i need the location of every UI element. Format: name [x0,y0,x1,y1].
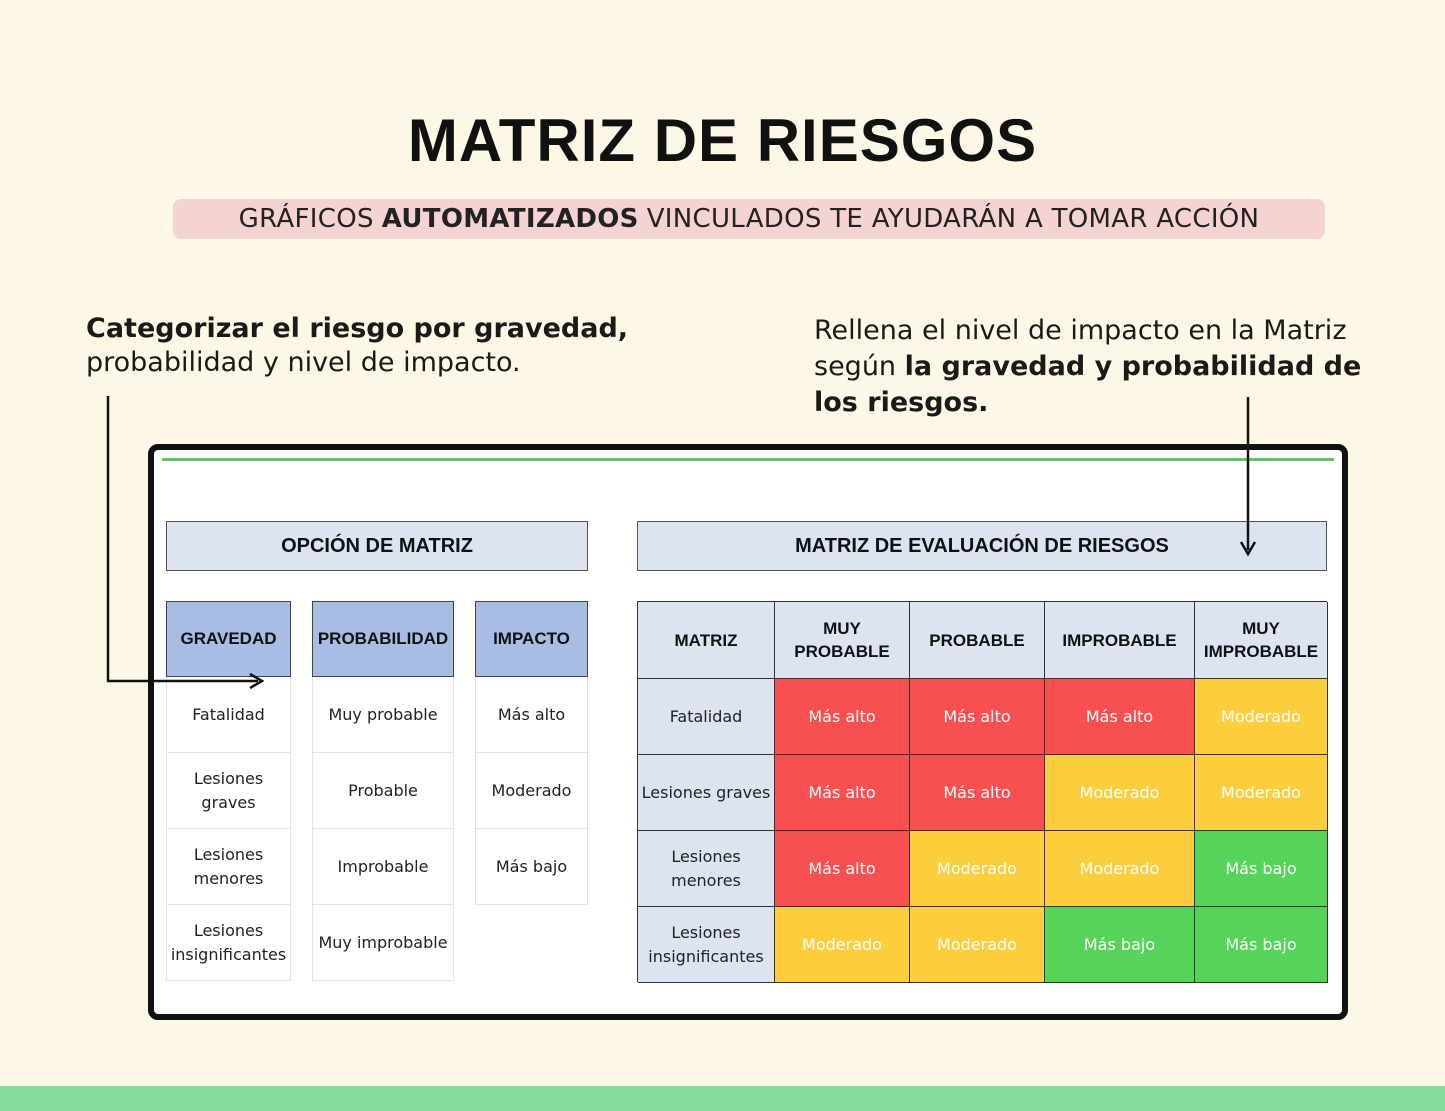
frame-accent-line [162,458,1334,461]
page-title: MATRIZ DE RIESGOS [407,107,1038,174]
note-right [814,313,1374,421]
grid-cell[interactable]: Más alto [910,679,1045,755]
grid-cell[interactable]: Más alto [910,755,1045,831]
grid-cell[interactable]: Moderado [910,907,1045,983]
impacto-option[interactable]: Más bajo [475,829,588,905]
grid-cell[interactable]: Más alto [1045,679,1195,755]
note-right-bold: la gravedad y probabilidad de los riesgos. [814,351,1362,418]
probabilidad-option[interactable]: Improbable [312,829,454,905]
probabilidad-column [312,601,454,981]
grid-cell[interactable]: Moderado [1045,831,1195,907]
probabilidad-option[interactable]: Probable [312,753,454,829]
grid-row-label: Lesiones insignificantes [638,907,775,983]
impacto-head: IMPACTO [475,601,588,677]
grid-cell[interactable]: Moderado [1195,755,1328,831]
grid-row-label: Lesiones graves [638,755,775,831]
grid-cell[interactable]: Más alto [775,679,910,755]
grid-cell[interactable]: Más alto [775,831,910,907]
grid-col-header: IMPROBABLE [1045,602,1195,679]
option-matrix-header: OPCIÓN DE MATRIZ [166,521,588,571]
grid-cell[interactable]: Moderado [1045,755,1195,831]
grid-cell[interactable]: Moderado [775,907,910,983]
gravedad-option[interactable]: Lesiones menores [166,829,291,905]
risk-evaluation-grid [637,601,1327,982]
grid-cell[interactable]: Más alto [775,755,910,831]
grid-cell[interactable]: Más bajo [1195,831,1328,907]
subtitle-banner [173,199,1325,239]
grid-col-header: MUY PROBABLE [775,602,910,679]
note-left [86,312,646,380]
gravedad-option[interactable]: Fatalidad [166,677,291,753]
note-right-pre: Rellena el nivel de impacto en la Matriz según [814,315,1347,382]
grid-col-header: PROBABLE [910,602,1045,679]
note-left-rest: probabilidad y nivel de impacto. [86,347,521,378]
grid-cell[interactable]: Moderado [1195,679,1328,755]
probabilidad-option[interactable]: Muy improbable [312,905,454,981]
gravedad-option[interactable]: Lesiones insignificantes [166,905,291,981]
grid-cell[interactable]: Más bajo [1045,907,1195,983]
impacto-option[interactable]: Más alto [475,677,588,753]
grid-row-label: Fatalidad [638,679,775,755]
gravedad-head: GRAVEDAD [166,601,291,677]
probabilidad-option[interactable]: Muy probable [312,677,454,753]
grid-cell[interactable]: Más bajo [1195,907,1328,983]
impacto-option[interactable]: Moderado [475,753,588,829]
gravedad-option[interactable]: Lesiones graves [166,753,291,829]
probabilidad-head: PROBABILIDAD [312,601,454,677]
grid-col-header: MUY IMPROBABLE [1195,602,1328,679]
subtitle-bold: AUTOMATIZADOS [381,204,639,234]
bottom-accent-bar [0,1086,1445,1111]
grid-row-label: Lesiones menores [638,831,775,907]
impacto-column [475,601,588,905]
gravedad-column [166,601,291,981]
grid-corner: MATRIZ [638,602,775,679]
evaluation-matrix-header: MATRIZ DE EVALUACIÓN DE RIESGOS [637,521,1327,571]
note-left-bold: Categorizar el riesgo por gravedad, [86,313,629,344]
subtitle-pre: GRÁFICOS [238,204,374,234]
subtitle-post: VINCULADOS TE AYUDARÁN A TOMAR ACCIÓN [646,204,1260,234]
grid-cell[interactable]: Moderado [910,831,1045,907]
